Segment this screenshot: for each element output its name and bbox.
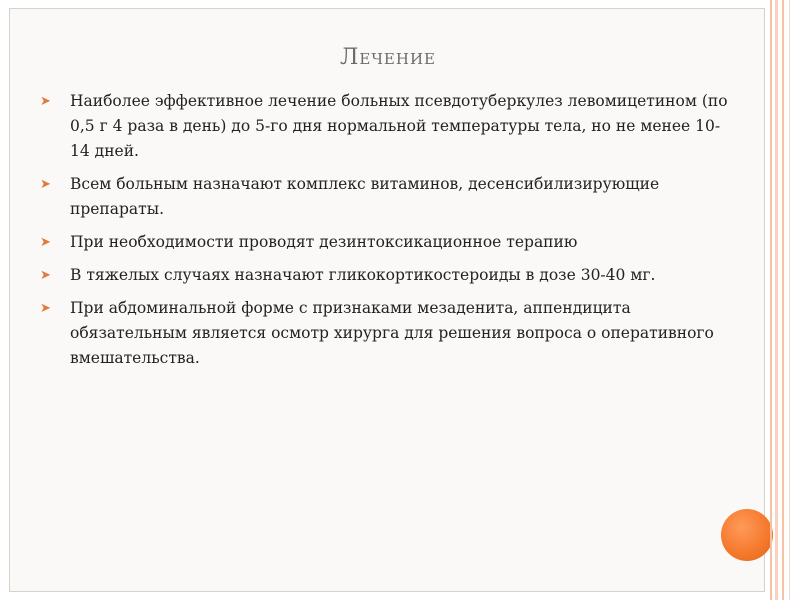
- chevron-right-icon: ➤: [40, 268, 51, 283]
- slide: [9, 8, 765, 592]
- decorative-stripe: [770, 0, 772, 600]
- bullet-text: В тяжелых случаях назначают гликокортикостероиды в дозе 30-40 мг.: [70, 266, 656, 284]
- bullet-item: [40, 230, 730, 255]
- chevron-right-icon: ➤: [40, 301, 51, 316]
- bullet-text: При абдоминальной форме с признаками мезаденита, аппендицита обязательным является осмотр хирурга для решения вопроса о оперативного вмешательства.: [70, 299, 714, 367]
- bullet-text: При необходимости проводят дезинтоксикационное терапию: [70, 233, 578, 251]
- decorative-stripe: [782, 0, 784, 600]
- decorative-stripe: [775, 0, 778, 600]
- decorative-stripe: [789, 0, 790, 600]
- bullet-item: [40, 89, 730, 164]
- decorative-orb: [721, 509, 773, 561]
- chevron-right-icon: ➤: [40, 94, 51, 109]
- bullet-list: [40, 89, 730, 379]
- chevron-right-icon: ➤: [40, 177, 51, 192]
- bullet-text: Наиболее эффективное лечение больных псевдотуберкулез левомицетином (по 0,5 г 4 раза в день) до 5-го дня нормальной температуры тела, но не менее 10-14 дней.: [70, 92, 728, 160]
- bullet-item: [40, 296, 730, 371]
- bullet-item: [40, 263, 730, 288]
- slide-title: Лечение: [340, 45, 436, 70]
- bullet-item: [40, 172, 730, 222]
- chevron-right-icon: ➤: [40, 235, 51, 250]
- bullet-text: Всем больным назначают комплекс витаминов, десенсибилизирующие препараты.: [70, 175, 660, 218]
